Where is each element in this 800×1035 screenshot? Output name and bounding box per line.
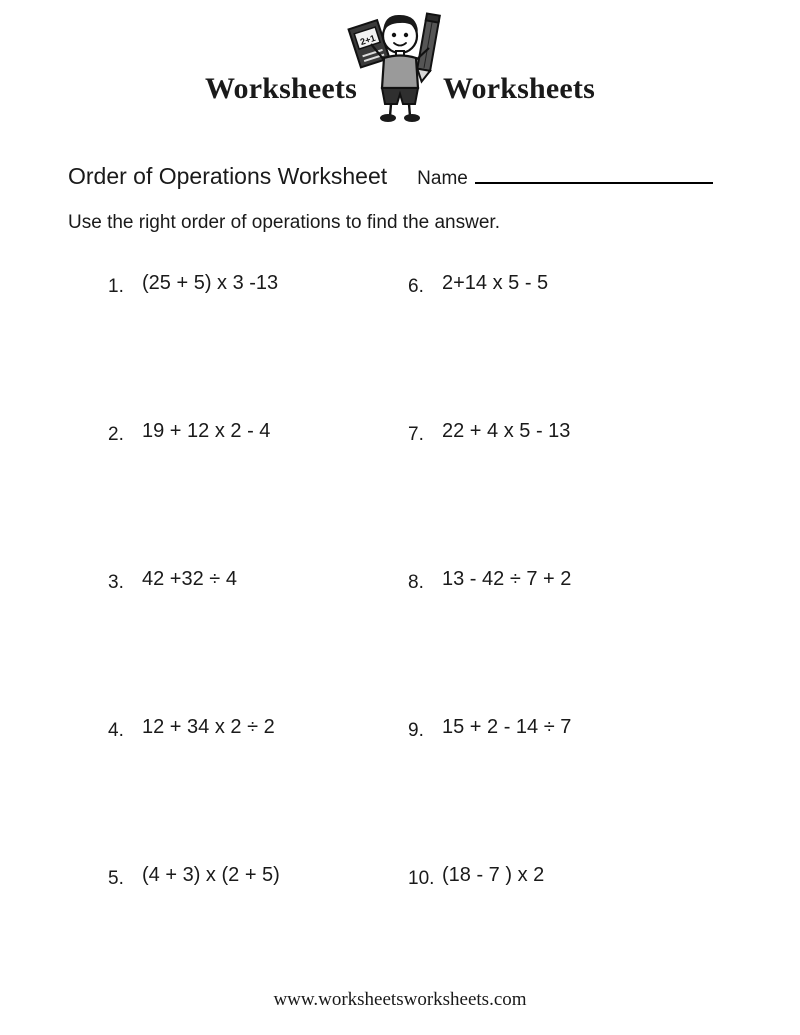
problem-item [68, 420, 408, 568]
problem-expression: (4 + 3) x (2 + 5) [142, 864, 280, 886]
problem-row [68, 420, 768, 568]
problem-number: 10. [408, 868, 435, 889]
site-logo [0, 8, 800, 128]
problem-number: 3. [108, 572, 124, 593]
instructions-text: Use the right order of operations to find the answer. [68, 212, 500, 233]
problem-item [408, 716, 738, 864]
problem-expression: 12 + 34 x 2 ÷ 2 [142, 716, 275, 738]
problem-number: 7. [408, 424, 424, 445]
problem-number: 1. [108, 276, 124, 297]
problem-item [408, 420, 738, 568]
footer-url[interactable]: www.worksheetsworksheets.com [273, 989, 527, 1010]
problem-expression: 2+14 x 5 - 5 [442, 272, 549, 294]
problems-grid [68, 272, 768, 1012]
problem-expression: 42 +32 ÷ 4 [142, 568, 237, 590]
problem-expression: 13 - 42 ÷ 7 + 2 [442, 568, 572, 590]
logo-word-left: Worksheets [205, 72, 357, 105]
svg-text:2+1: 2+1 [358, 32, 377, 48]
problem-row [68, 568, 768, 716]
problem-expression: 19 + 12 x 2 - 4 [142, 420, 271, 442]
problem-item [68, 272, 408, 420]
problem-number: 5. [108, 868, 124, 889]
problem-number: 2. [108, 424, 124, 445]
name-block [417, 168, 774, 190]
problem-number: 9. [408, 720, 424, 741]
problem-row [68, 716, 768, 864]
problem-number: 6. [408, 276, 424, 297]
problem-item [408, 568, 738, 716]
problem-item [68, 716, 408, 864]
problem-item [408, 272, 738, 420]
problem-item [68, 568, 408, 716]
worksheet-header [68, 163, 774, 190]
logo-word-right: Worksheets [443, 72, 595, 105]
problem-expression: 15 + 2 - 14 ÷ 7 [442, 716, 572, 738]
problem-number: 8. [408, 572, 424, 593]
name-label: Name [417, 168, 468, 189]
problem-expression: (25 + 5) x 3 -13 [142, 272, 279, 294]
boy-with-pencil-and-book-icon [335, 8, 465, 128]
problem-number: 4. [108, 720, 124, 741]
page-title: Order of Operations Worksheet [68, 163, 388, 189]
problem-expression: (18 - 7 ) x 2 [442, 864, 545, 886]
name-input-line[interactable] [475, 169, 713, 184]
problem-expression: 22 + 4 x 5 - 13 [442, 420, 571, 442]
problem-row [68, 272, 768, 420]
